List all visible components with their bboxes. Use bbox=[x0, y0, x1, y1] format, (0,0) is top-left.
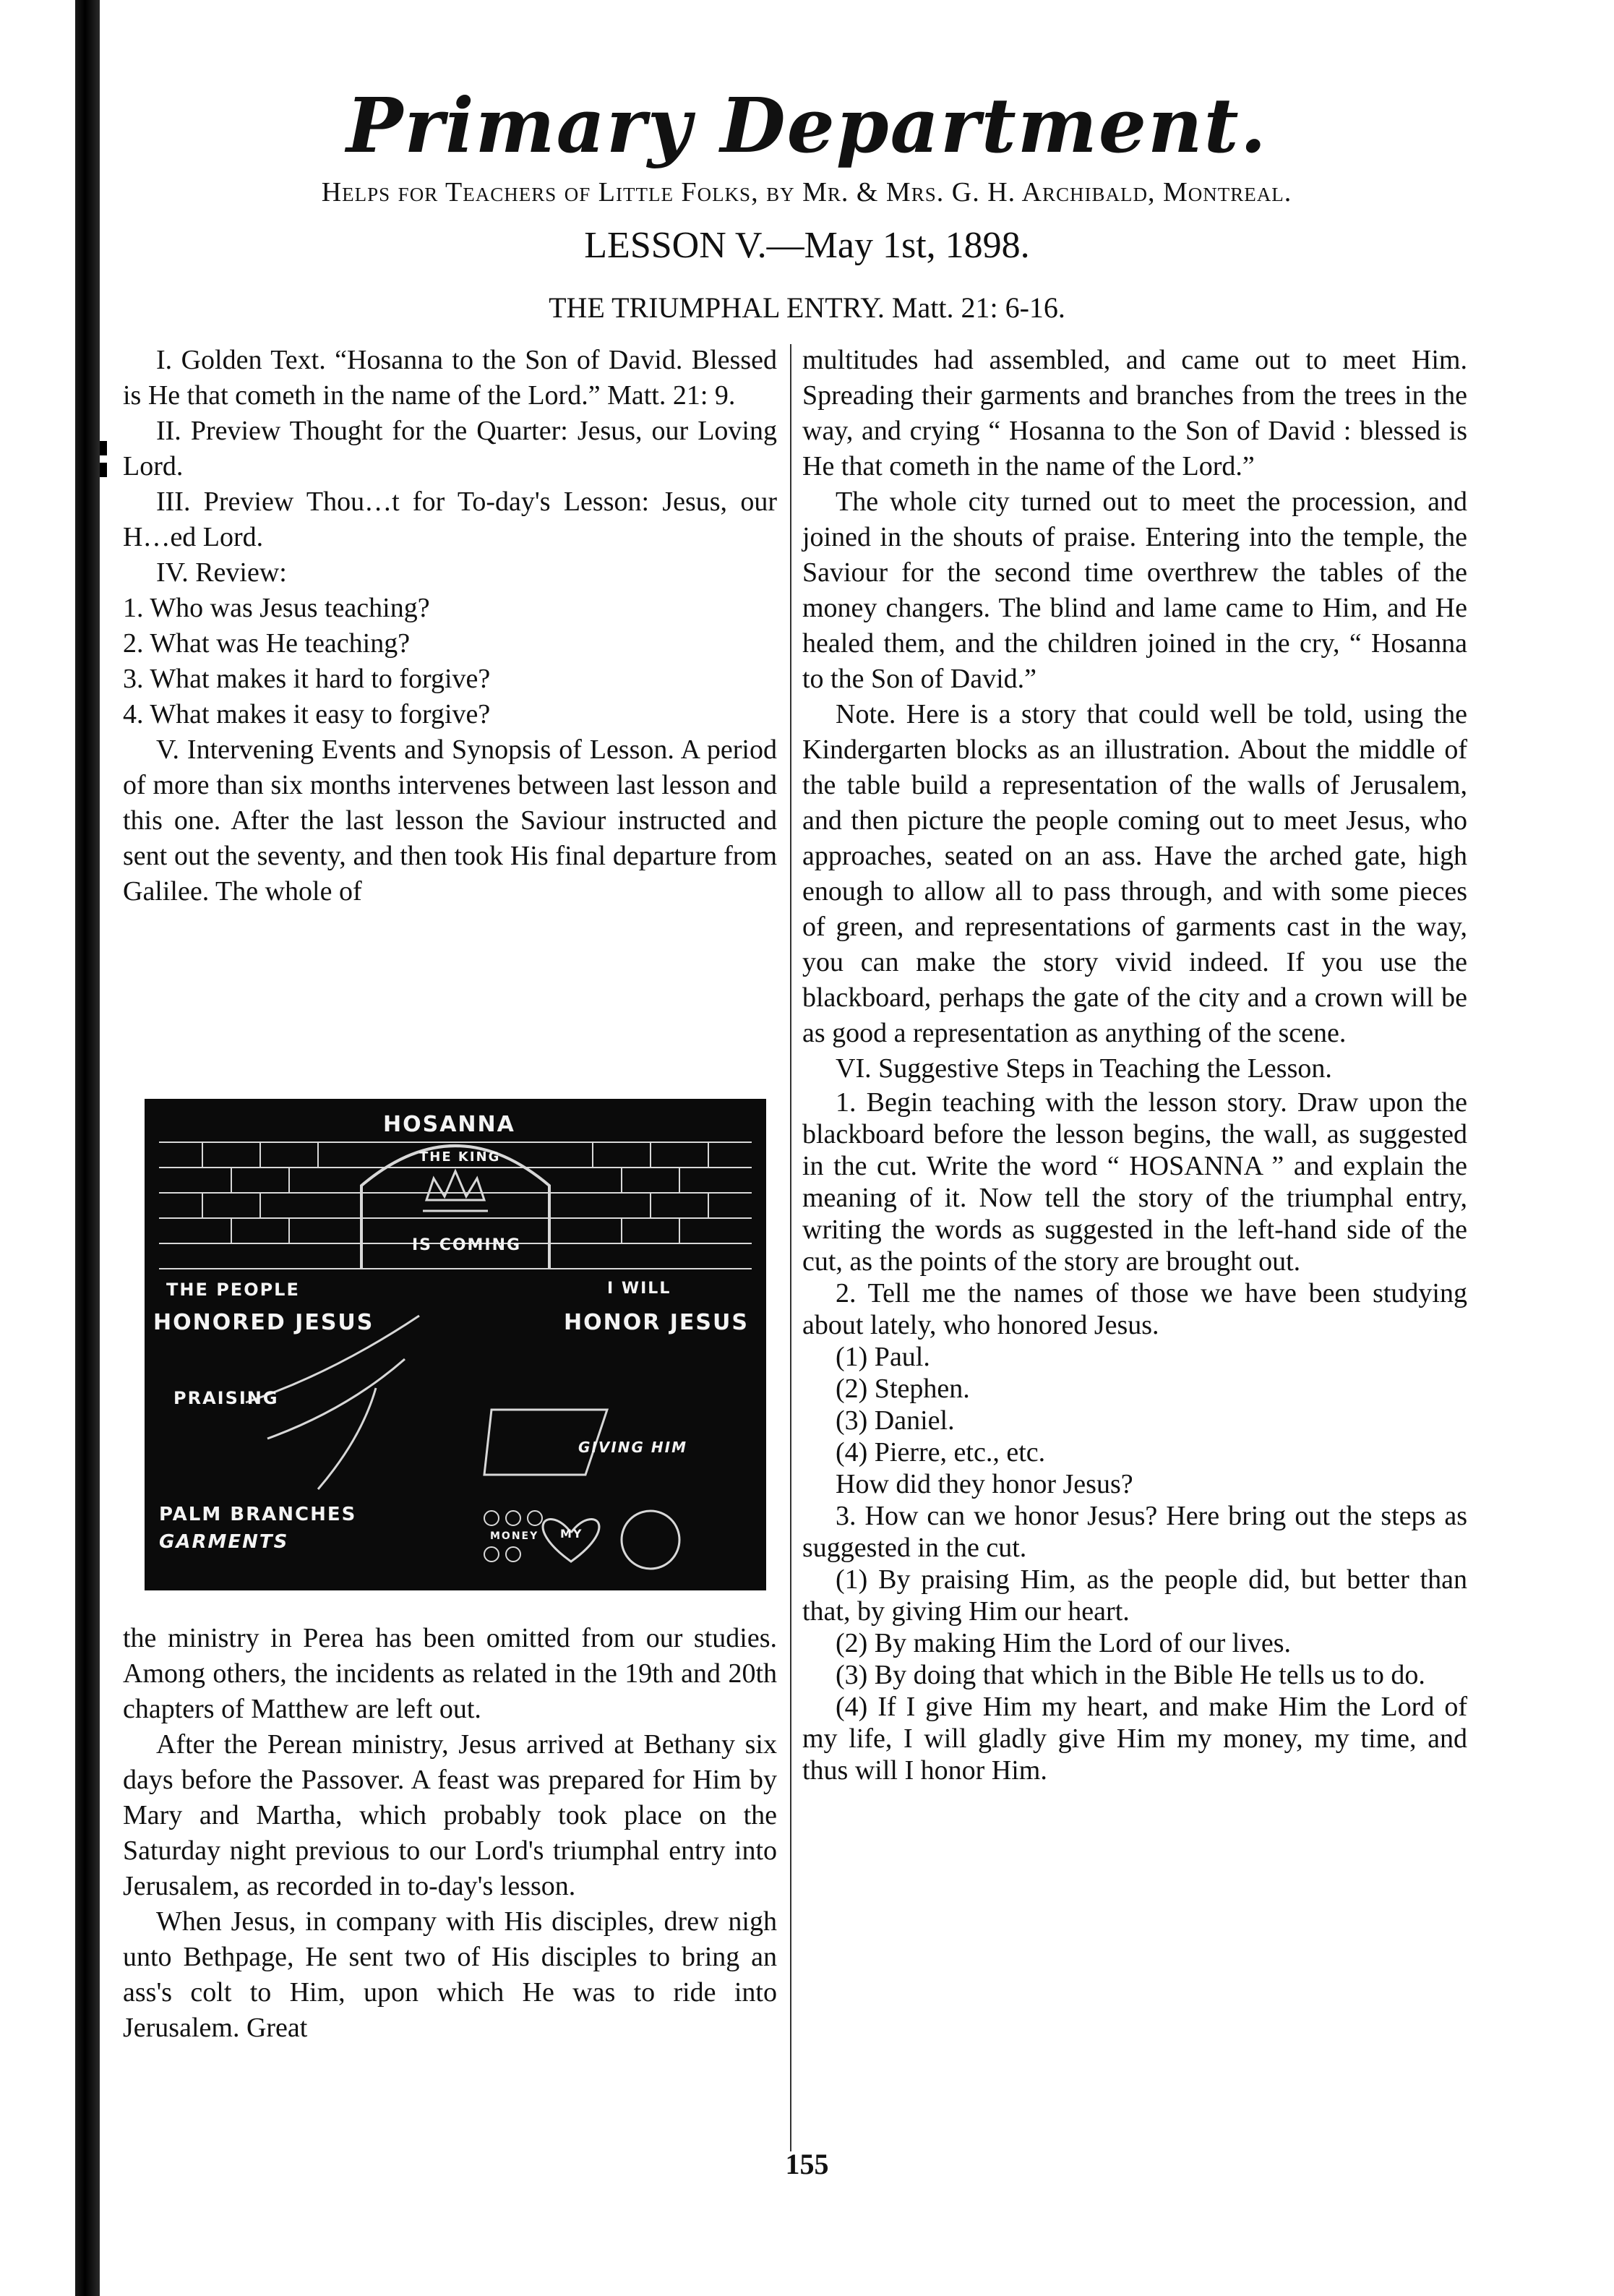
blackboard-illustration bbox=[145, 1099, 766, 1590]
way-two: (2) By making Him the Lord of our lives. bbox=[836, 1628, 1292, 1658]
way-three: (3) By doing that which in the Bible He tells us to do. bbox=[836, 1660, 1425, 1690]
way-four: (4) If I give Him my heart, and make Him the Lord of my life, I will gladly give Him my money, my time, and thus will I honor Him. bbox=[802, 1692, 1467, 1786]
review-question: 2. What was He teaching? bbox=[123, 628, 411, 659]
the-king-label: THE KING bbox=[419, 1149, 501, 1165]
page-number: 155 bbox=[785, 2148, 829, 2180]
note-paragraph: Note. Here is a story that could well be told, using the Kindergarten blocks as an illustration. About the middle of the table build a representation of the walls of Jerusalem, and then picture the people coming out to meet Jesus, who approaches, seated on an ass. Have the arched gate, high enough to allow all to pass through, and with some pieces of green, and representations of garments cast in the way, you can make the story vivid indeed. If you use the blackboard, perhaps the gate of the city and a crown will be as good a representation as anything of the scene. bbox=[802, 699, 1467, 1048]
steps-heading: VI. Suggestive Steps in Teaching the Lesson. bbox=[836, 1053, 1332, 1084]
honored-jesus-label: HONORED JESUS bbox=[153, 1310, 374, 1335]
preview-quarter: II. Preview Thought for the Quarter: Jesus, our Loving Lord. bbox=[123, 416, 777, 481]
honor-list-item: (1) Paul. bbox=[836, 1342, 930, 1372]
hosanna-label: HOSANNA bbox=[383, 1112, 515, 1137]
helps-byline: Helps for Teachers of Little Folks, by Mr. & Mrs. G. H. Archibald, Montreal. bbox=[321, 177, 1292, 207]
honor-list-item: (2) Stephen. bbox=[836, 1374, 970, 1404]
review-heading: IV. Review: bbox=[156, 557, 287, 588]
left-column-top bbox=[123, 343, 777, 909]
procession-paragraph: The whole city turned out to meet the procession, and joined in the shouts of praise. Entering into the temple, the Saviour for the second time overthrew the tables of the money changers. The blind and lame came to Him, and He healed them, and the children joined in the cry, “ Hosanna to the Son of David.” bbox=[802, 487, 1467, 694]
multitudes-paragraph: multitudes had assembled, and came out to meet Him. Spreading their garments and branches from the trees in the way, and crying “ Hosanna to the Son of David : blessed is He that cometh in the name of the Lord.” bbox=[802, 345, 1467, 481]
right-column bbox=[802, 343, 1467, 1786]
column-divider bbox=[790, 344, 791, 2151]
money-label: MONEY bbox=[490, 1530, 539, 1542]
palm-branches-label: PALM BRANCHES bbox=[159, 1504, 357, 1525]
bethany-paragraph: After the Perean ministry, Jesus arrived at Bethany six days before the Passover. A feast was prepared for Him by Mary and Martha, which probably took place on the Saturday night previous to our Lord's triumphal entry into Jerusalem, as recorded in to-day's lesson. bbox=[123, 1729, 777, 1901]
way-one: (1) By praising Him, as the people did, but better than that, by giving Him our heart. bbox=[802, 1564, 1467, 1627]
honor-list-item: (3) Daniel. bbox=[836, 1405, 955, 1436]
golden-text: I. Golden Text. “Hosanna to the Son of David. Blessed is He that cometh in the name of the Lord.” Matt. 21: 9. bbox=[123, 345, 777, 411]
review-question: 3. What makes it hard to forgive? bbox=[123, 664, 491, 694]
preview-lesson: III. Preview Thou…t for To-day's Lesson: Jesus, our H…ed Lord. bbox=[123, 487, 777, 552]
is-coming-label: IS COMING bbox=[412, 1236, 522, 1254]
garments-label: GARMENTS bbox=[159, 1531, 289, 1553]
honor-question: How did they honor Jesus? bbox=[836, 1469, 1133, 1499]
giving-him-label: GIVING HIM bbox=[578, 1439, 687, 1456]
left-column-bottom bbox=[123, 1621, 777, 2046]
lesson-heading: LESSON V.—May 1st, 1898. bbox=[584, 225, 1030, 266]
synopsis-paragraph: V. Intervening Events and Synopsis of Lesson. A period of more than six months intervenes between last lesson and this one. After the last lesson the Saviour instructed and sent out the seventy, and then took His final departure from Galilee. The whole of bbox=[123, 734, 777, 907]
honor-jesus-label: HONOR JESUS bbox=[564, 1310, 749, 1335]
page-title: Primary Department. bbox=[346, 81, 1268, 170]
lesson-subtitle: THE TRIUMPHAL ENTRY. Matt. 21: 6-16. bbox=[549, 291, 1065, 324]
the-people-label: THE PEOPLE bbox=[166, 1280, 300, 1300]
my-heart-label: MY bbox=[560, 1527, 583, 1541]
perea-paragraph: the ministry in Perea has been omitted from our studies. Among others, the incidents as related in the 19th and 20th chapters of Matthew are left out. bbox=[123, 1623, 777, 1724]
step-one: 1. Begin teaching with the lesson story. Draw upon the blackboard before the lesson begins, the wall, as suggested in the cut. Write the word “ HOSANNA ” and explain the meaning of it. Now tell the story of the triumphal entry, writing the words as suggested in the left-hand side of the cut, as the points of the story are brought out. bbox=[802, 1087, 1467, 1277]
honor-list-item: (4) Pierre, etc., etc. bbox=[836, 1437, 1046, 1468]
bethpage-paragraph: When Jesus, in company with His disciples, drew nigh unto Bethpage, He sent two of His disciples to bring an ass's colt to Him, upon which He was to ride into Jerusalem. Great bbox=[123, 1906, 777, 2043]
i-will-label: I WILL bbox=[607, 1280, 671, 1298]
praising-label: PRAISING bbox=[173, 1388, 279, 1408]
review-question: 4. What makes it easy to forgive? bbox=[123, 699, 491, 729]
binding-edge bbox=[75, 0, 100, 2296]
step-two: 2. Tell me the names of those we have been studying about lately, who honored Jesus. bbox=[802, 1278, 1467, 1340]
review-question: 1. Who was Jesus teaching? bbox=[123, 593, 430, 623]
binding-notch bbox=[100, 441, 107, 455]
binding-notch bbox=[100, 463, 107, 477]
step-three: 3. How can we honor Jesus? Here bring out the steps as suggested in the cut. bbox=[802, 1501, 1467, 1563]
